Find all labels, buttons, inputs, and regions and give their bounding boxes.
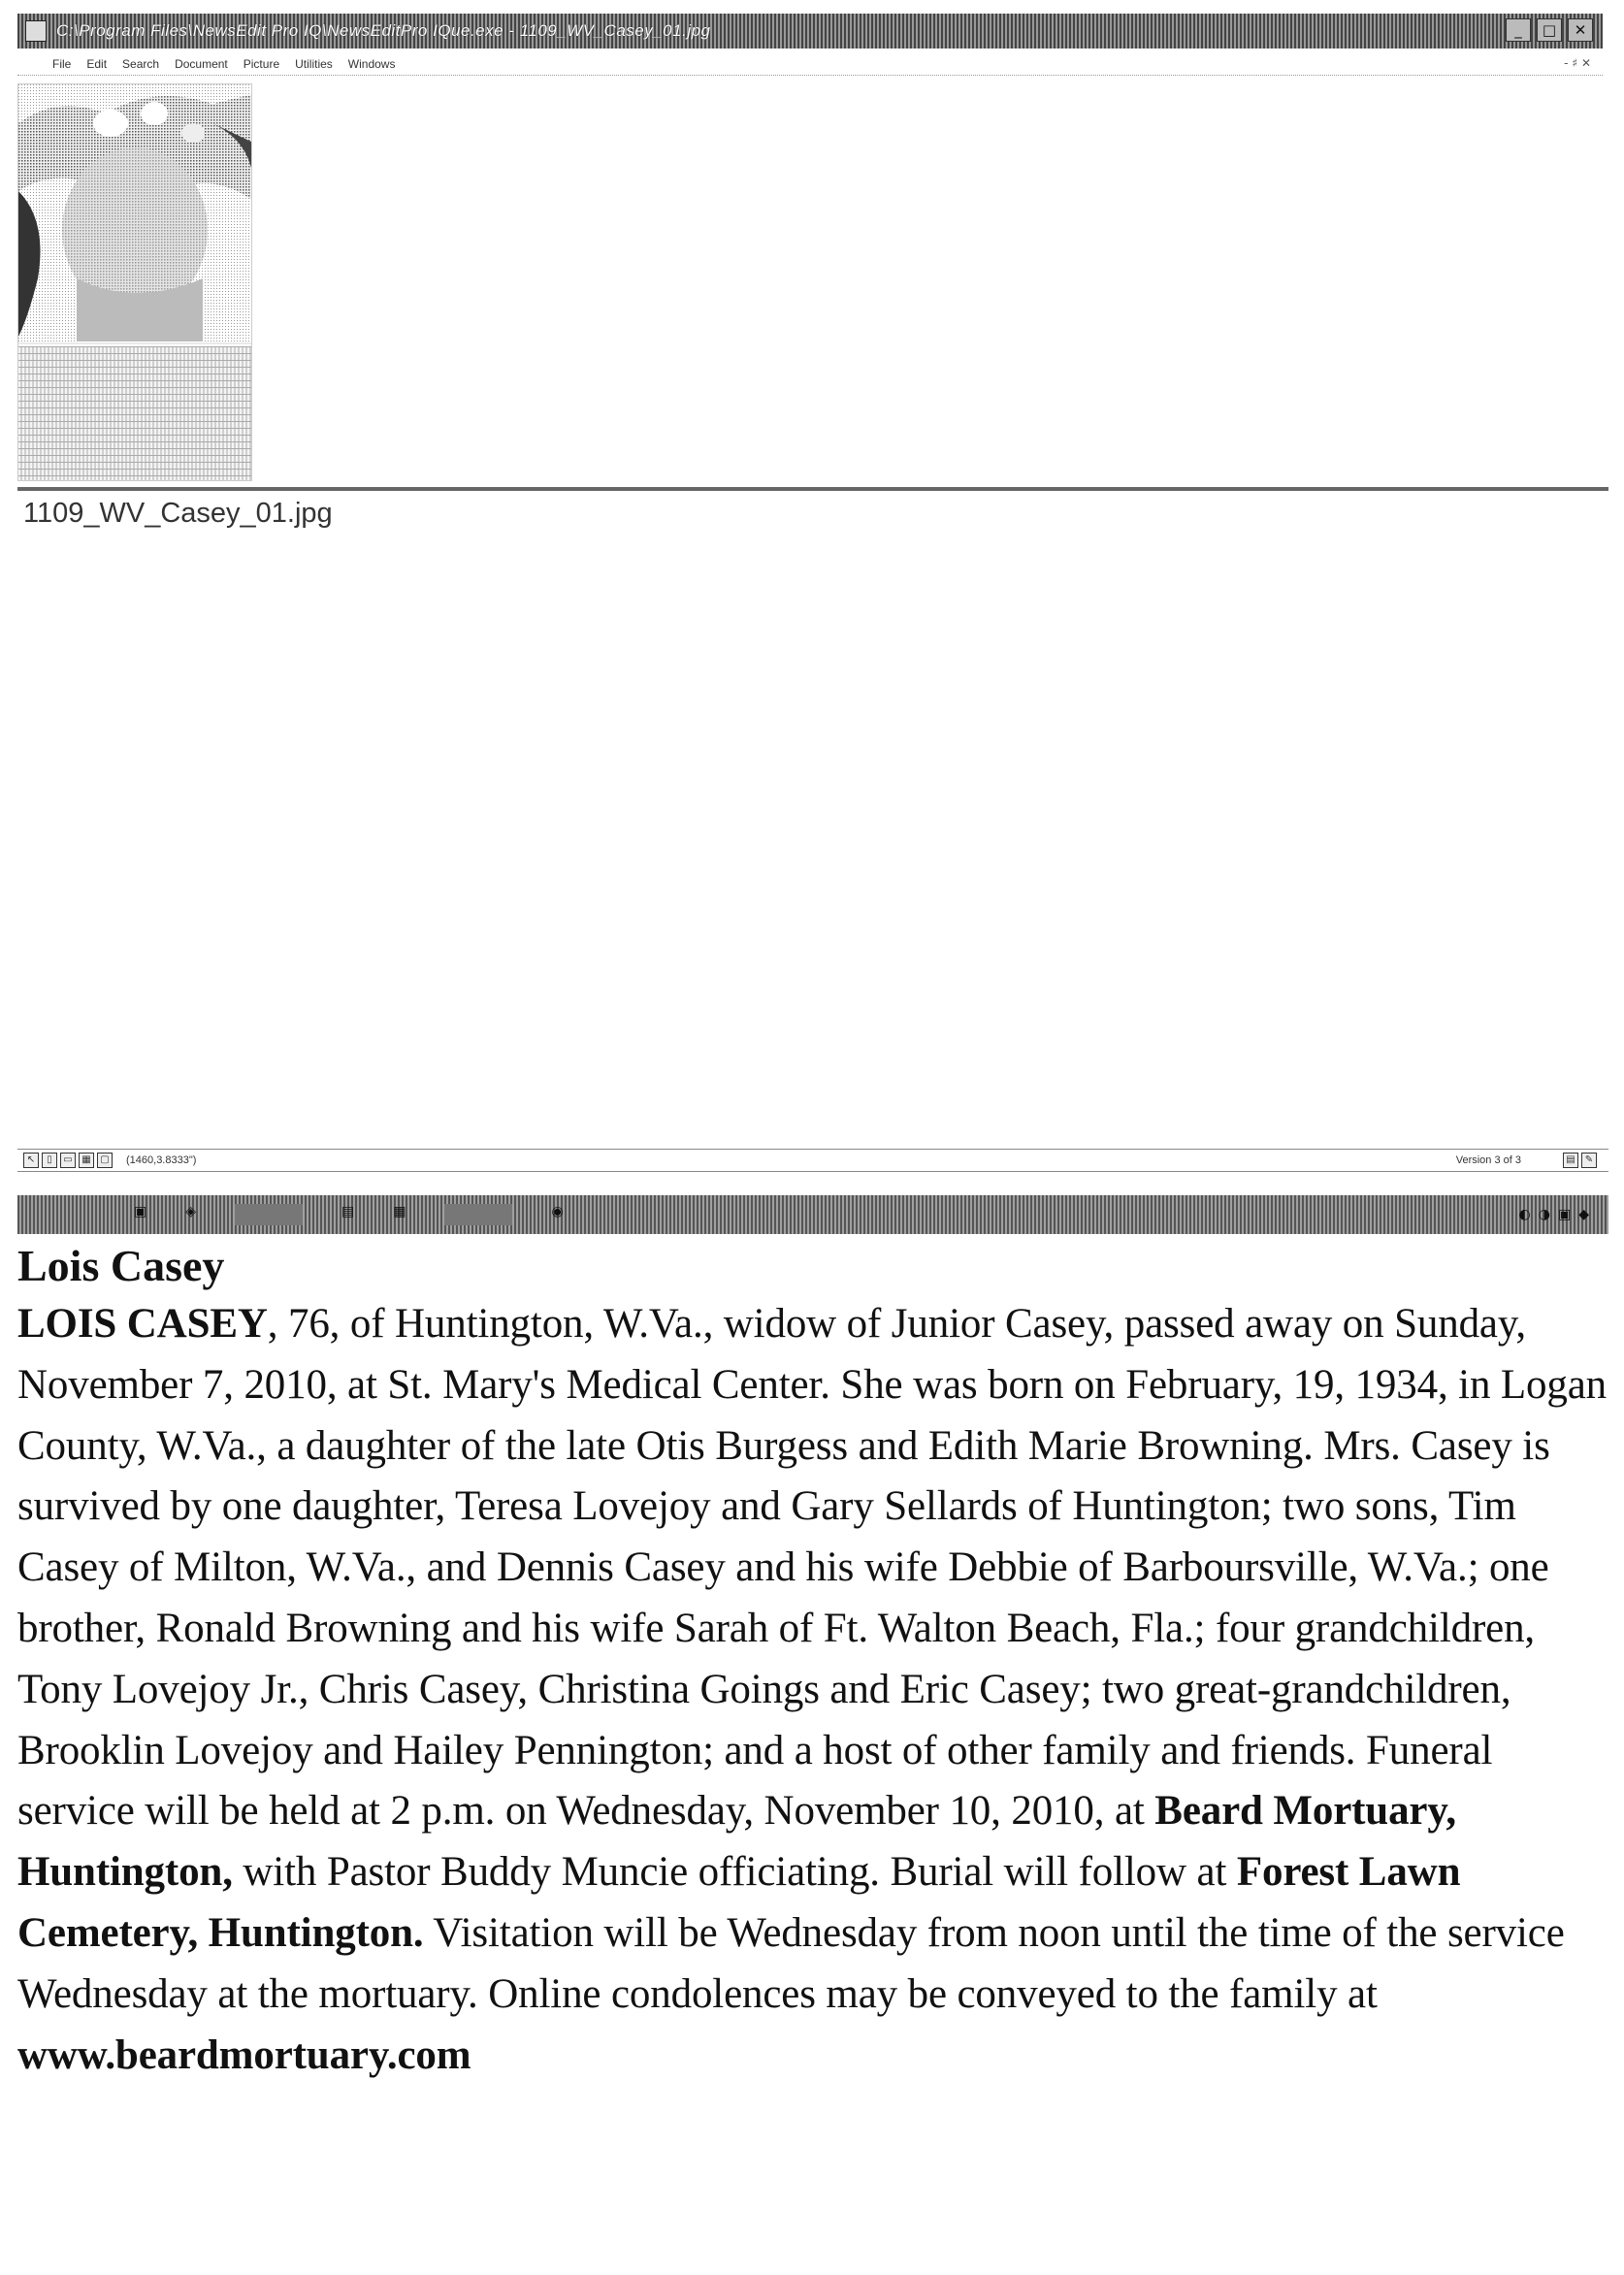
taskbar — [17, 1195, 1608, 1234]
mortuary-name: Beard Mortuary, Huntington, — [17, 1788, 1456, 1896]
taskbar-window-button[interactable] — [444, 1204, 512, 1225]
status-tool-icons — [23, 1153, 113, 1168]
taskbar-app-icon[interactable]: ◉ — [551, 1204, 564, 1219]
taskbar-app-icon[interactable]: ◈ — [185, 1204, 197, 1219]
obituary-heading: Lois Casey — [17, 1241, 225, 1290]
menu-utilities[interactable]: Utilities — [295, 56, 333, 71]
menu-window-controls[interactable]: - ♯ ✕ — [1564, 56, 1591, 70]
layout-icon[interactable]: ▤ — [1563, 1153, 1578, 1168]
image-filename: 1109_WV_Casey_01.jpg — [23, 498, 333, 529]
tray-icon[interactable]: ◐ — [1518, 1207, 1531, 1222]
status-bar — [17, 1149, 1608, 1172]
photo-thumbnail-image — [18, 84, 252, 341]
taskbar-items — [134, 1204, 564, 1225]
cemetery-name: Forest Lawn Cemetery, Huntington. — [17, 1849, 1461, 1956]
obituary-body — [17, 1294, 1608, 2086]
divider — [17, 487, 1608, 491]
image-thumbnail[interactable] — [17, 83, 252, 481]
obituary-text-3: Visitation will be Wednesday from noon until the time of the service Wednesday at the mortuary. Online condolences may be conveyed to the family at — [17, 1909, 1565, 2017]
taskbar-app-icon[interactable]: ▦ — [393, 1204, 406, 1219]
menu-search[interactable]: Search — [122, 56, 160, 71]
window-titlebar[interactable] — [17, 14, 1603, 49]
taskbar-app-icon[interactable]: ▤ — [341, 1204, 355, 1219]
deceased-name: LOIS CASEY — [17, 1301, 268, 1347]
menu-bar — [17, 52, 1603, 76]
window-title: C:\Program Files\NewsEdit Pro IQ\NewsEditPro IQue.exe - 1109_WV_Casey_01.jpg — [56, 21, 711, 40]
cursor-coordinates: (1460,3.8333") — [126, 1154, 197, 1166]
pointer-tool-icon[interactable]: ↖ — [23, 1153, 39, 1168]
box-icon[interactable]: ▢ — [97, 1153, 113, 1168]
menu-edit[interactable]: Edit — [86, 56, 108, 71]
menu-document[interactable]: Document — [175, 56, 228, 71]
tray-icon[interactable]: ◑ — [1538, 1207, 1550, 1222]
mortuary-website: www.beardmortuary.com — [17, 2031, 471, 2078]
obituary — [17, 1238, 1608, 2086]
version-label: Version 3 of 3 — [1455, 1154, 1521, 1166]
window-controls — [1506, 18, 1593, 42]
minimize-button[interactable]: _ — [1506, 18, 1531, 42]
single-page-icon[interactable]: ▯ — [42, 1153, 57, 1168]
menu-picture[interactable]: Picture — [243, 56, 280, 71]
obituary-text-1: , 76, of Huntington, W.Va., widow of Junior Casey, passed away on Sunday, November 7, 2010, at St. Mary's Medical Center. She was born on February, 19, 1934, in Logan County, W.Va., a daughter of the late Otis Burgess and Edith Marie Browning. Mrs. Casey is survived by one daughter, Teresa Lovejoy and Gary Sellards of Huntington; two sons, Tim Casey of Milton, W.Va., and Dennis Casey and his wife Debbie of Barboursville, W.Va.; one brother, Ronald Browning and his wife Sarah of Ft. Walton Beach, Fla.; four grandchildren, Tony Lovejoy Jr., Chris Casey, Christina Goings and Eric Casey; two great-grandchildren, Brooklin Lovejoy and Hailey Pennington; and a host of other family and friends. Funeral service will be held at 2 p.m. on Wednesday, November 10, 2010, at — [17, 1301, 1608, 1835]
frame-icon[interactable]: ▭ — [60, 1153, 76, 1168]
app-icon[interactable] — [25, 20, 47, 42]
maximize-button[interactable]: □ — [1537, 18, 1562, 42]
tray-icon[interactable]: ▣ — [1557, 1207, 1572, 1222]
obituary-text-2: with Pastor Buddy Muncie officiating. Burial will follow at — [232, 1849, 1237, 1896]
edit-icon[interactable]: ✎ — [1581, 1153, 1597, 1168]
thumbnail-filler — [18, 346, 252, 481]
status-right-icons — [1563, 1153, 1597, 1168]
close-button[interactable]: ✕ — [1568, 18, 1593, 42]
taskbar-app-icon[interactable]: ▣ — [134, 1204, 147, 1219]
taskbar-window-button[interactable] — [235, 1204, 303, 1225]
grid-icon[interactable]: ▦ — [79, 1153, 94, 1168]
tray-icon[interactable]: ◆ — [1578, 1207, 1589, 1222]
system-tray — [1519, 1207, 1589, 1222]
menu-file[interactable]: File — [52, 56, 72, 71]
menu-windows[interactable]: Windows — [347, 56, 396, 71]
